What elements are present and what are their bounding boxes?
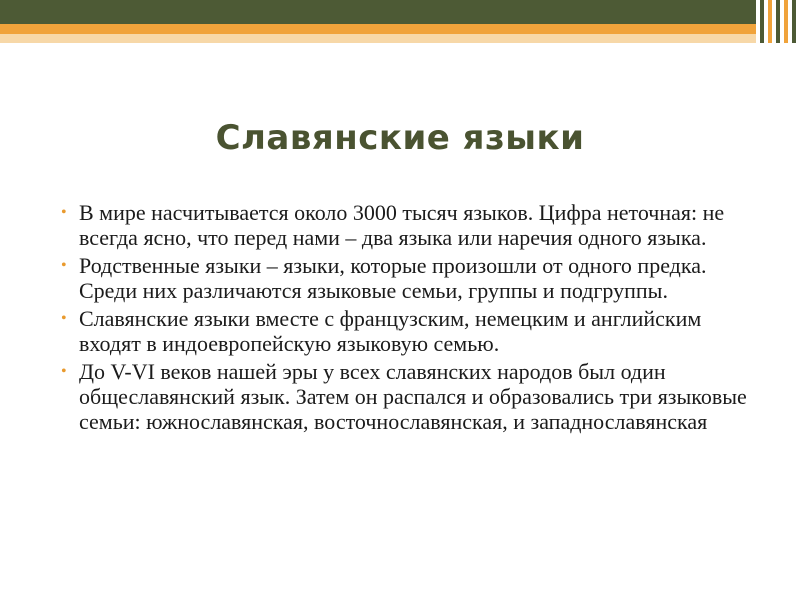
bullet-item <box>60 359 760 434</box>
corner-stripe <box>784 0 788 43</box>
bullet-text: В мире насчитывается около 3000 тысяч языков. Цифра неточная: не всегда ясно, что перед нами – два языка или наречия одного языка. <box>79 200 725 250</box>
corner-stripes-decoration <box>756 0 800 43</box>
bullet-text: До V-VI веков нашей эры у всех славянских народов был один общеславянский язык. Затем он распался и образовались три языковые семьи: южнославянская, восточнославянская, и западнославянская <box>79 359 747 434</box>
slide-title: Славянские языки <box>215 118 585 158</box>
slide-body <box>60 200 760 437</box>
bullet-icon: • <box>61 204 67 221</box>
bullet-icon: • <box>61 257 67 274</box>
bullet-item <box>60 200 760 250</box>
top-band-dark <box>0 0 800 24</box>
bullet-icon: • <box>61 363 67 380</box>
bullet-item <box>60 253 760 303</box>
corner-stripe <box>768 0 772 43</box>
corner-stripe <box>760 0 764 43</box>
bullet-icon: • <box>61 310 67 327</box>
corner-stripe <box>792 0 796 43</box>
bullet-text: Славянские языки вместе с французским, немецким и английским входят в индоевропейскую языковую семью. <box>79 306 702 356</box>
corner-stripe <box>776 0 780 43</box>
top-band-light <box>0 34 800 43</box>
bullet-list <box>60 200 760 434</box>
bullet-item <box>60 306 760 356</box>
bullet-text: Родственные языки – языки, которые произошли от одного предка. Среди них различаются языковые семьи, группы и подгруппы. <box>79 253 707 303</box>
top-band-orange <box>0 24 800 34</box>
